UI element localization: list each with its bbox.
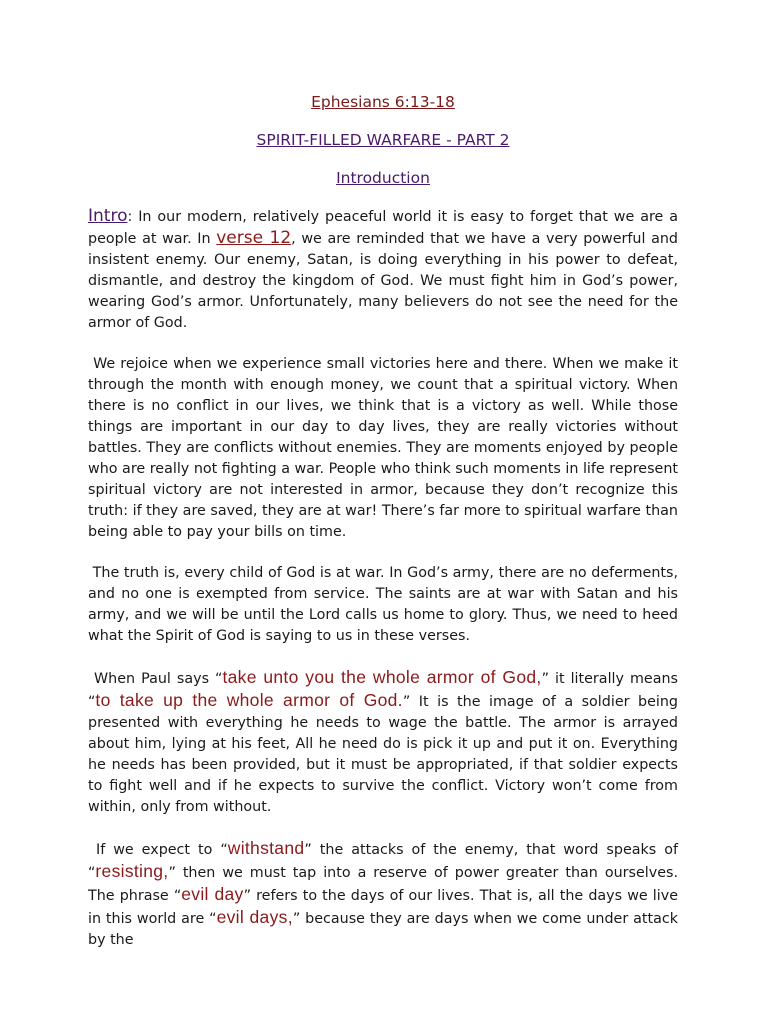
armor-paragraph [88,667,678,818]
intro-text-b: , we are reminded that we have a very powerful and insistent enemy. Our enemy, Satan, is doing everything in his power to defeat, dismantle, and destroy the kingdom of God. We must fight him in God’s power, wearing God’s armor. Unfortunately, many believers do not see the need for the armor of God. [88,231,678,331]
intro-paragraph [88,206,678,334]
withstand-quote-4: evil days, [216,907,293,927]
withstand-quote-2: resisting, [95,861,169,881]
intro-label: Intro [88,206,128,226]
withstand-text-e: ” because they are days when we come under attack by the [88,911,678,948]
withstand-quote-3: evil day [181,884,244,904]
withstand-text-d: ” refers to the days of our lives. That is, all the days we live in this world are “ [88,888,678,927]
armor-text-b: ” it literally means “ [88,671,678,710]
withstand-text-a: If we expect to “ [95,842,228,858]
section-heading: Introduction [336,169,430,187]
document-page [88,88,678,951]
armor-text-c: ” It is the image of a soldier being presented with everything he needs to wage the battle. The armor is arrayed about him, lying at his feet, All he need do is pick it up and put it on. Everything he needs has been provided, but it must be appropriated, if that soldier expects to fight well and if he expects to survive the conflict. Victory won’t come from within, only from without. [88,694,678,815]
intro-text-a: : In our modern, relatively peaceful world it is easy to forget that we are a people at war. In [88,209,678,247]
truth-text: The truth is, every child of God is at war. In God’s army, there are no deferments, and no one is exempted from service. The saints are at war with Satan and his army, and we will be until the Lord calls us home to glory. Thus, we need to heed what the Spirit of God is saying to us in these verses. [88,565,678,644]
victories-paragraph [88,354,678,543]
truth-paragraph [88,563,678,647]
withstand-text-b: ” the attacks of the enemy, that word speaks of “ [88,842,678,881]
armor-quote-1: take unto you the whole armor of God, [222,667,542,687]
withstand-paragraph [88,838,678,951]
armor-text-a: When Paul says “ [94,671,223,687]
scripture-reference: Ephesians 6:13-18 [311,93,455,111]
verse-reference-link[interactable]: verse 12 [216,228,292,248]
withstand-quote-1: withstand [227,838,305,858]
withstand-text-c: ” then we must tap into a reserve of power greater than ourselves. The phrase “ [88,865,678,904]
series-title: SPIRIT-FILLED WARFARE - PART 2 [256,131,510,149]
victories-text: We rejoice when we experience small victories here and there. When we make it through the month with enough money, we count that a spiritual victory. When there is no conflict in our lives, we think that is a victory as well. While those things are important in our day to day lives, they are really victories without battles. They are conflicts without enemies. They are moments enjoyed by people who are really not fighting a war. People who think such moments in life represent spiritual victory are not interested in armor, because they don’t recognize this truth: if they are saved, they are at war! There’s far more to spiritual warfare than being able to pay your bills on time. [88,356,679,540]
armor-quote-2: to take up the whole armor of God. [95,690,403,710]
